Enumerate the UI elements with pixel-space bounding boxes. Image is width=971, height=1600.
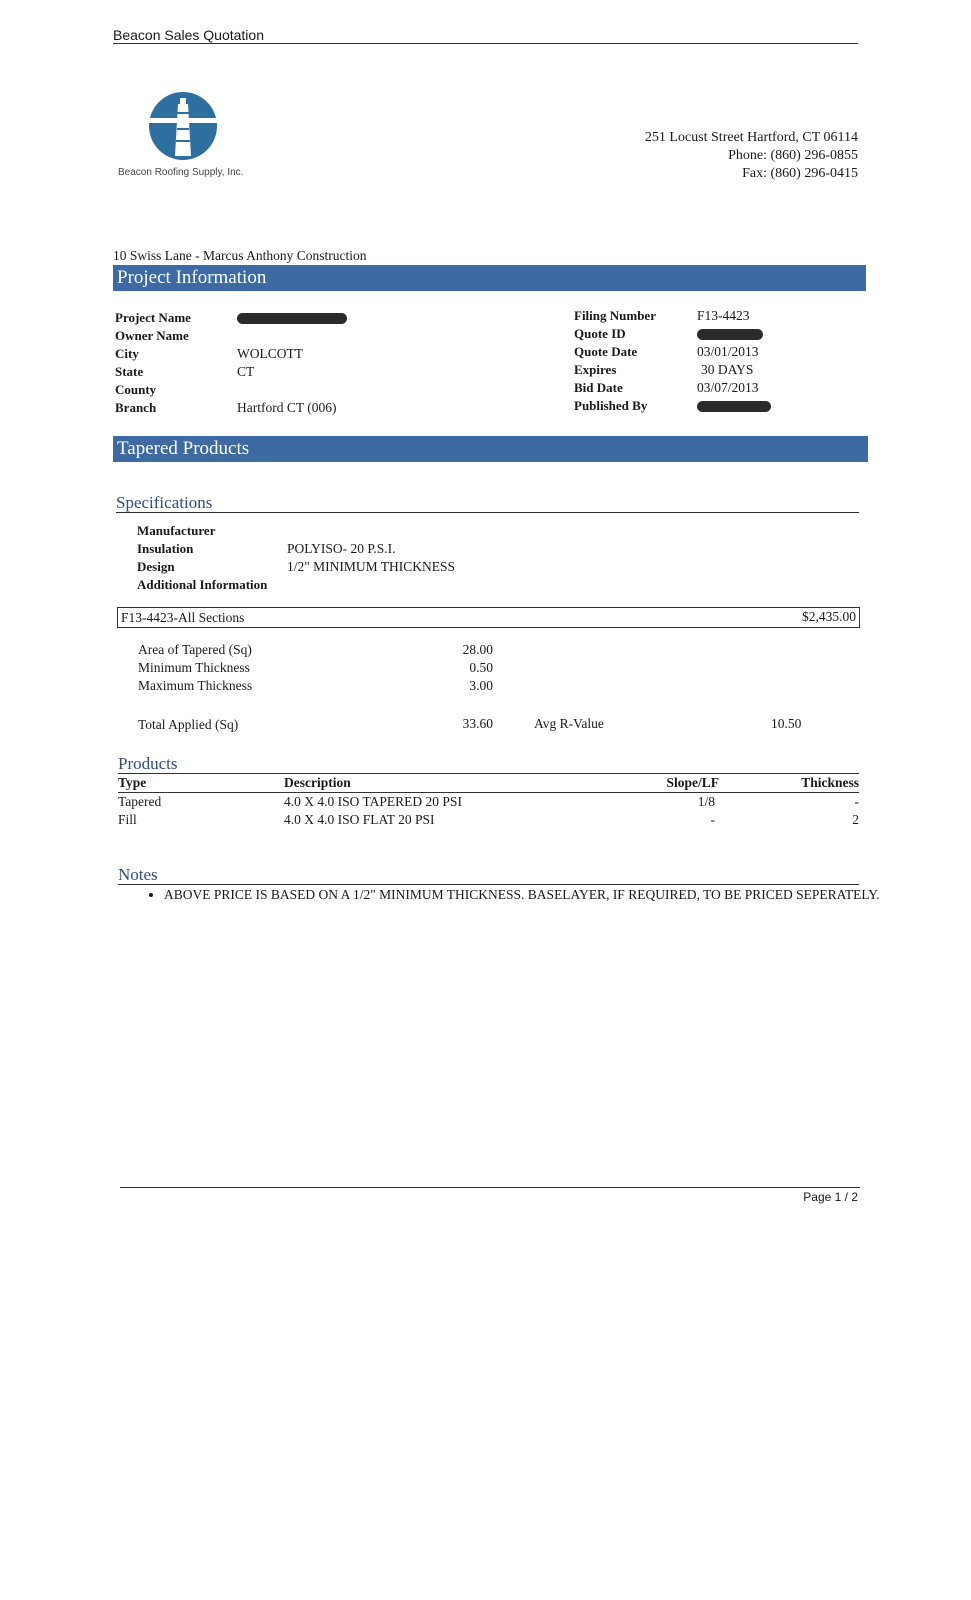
field-label: Filing Number: [574, 308, 656, 323]
spec-row: [137, 577, 455, 595]
measures-table: [138, 641, 493, 695]
spec-row: [137, 523, 455, 541]
notes-list: [124, 885, 899, 904]
products-title: Products: [118, 754, 178, 773]
product-description: 4.0 X 4.0 ISO FLAT 20 PSI: [284, 812, 435, 827]
state-value: CT: [237, 364, 255, 379]
field-label: Expires: [574, 362, 617, 377]
published-by-value: [697, 398, 771, 416]
project-info-header: Project Information: [113, 265, 866, 291]
branch-row: [115, 400, 347, 418]
expires-value: 30 DAYS: [701, 362, 754, 377]
project-name-row: [115, 310, 347, 328]
project-line: 10 Swiss Lane - Marcus Anthony Construction: [113, 248, 367, 263]
project-name-value: [237, 310, 347, 328]
measure-label: Minimum Thickness: [138, 660, 250, 675]
beacon-logo-icon: [147, 90, 219, 162]
field-label: Branch: [115, 400, 157, 415]
quote-date-value: 03/01/2013: [697, 344, 759, 359]
product-type: Fill: [118, 812, 137, 827]
section-price: $2,435.00: [802, 609, 856, 624]
measure-value: 28.00: [462, 642, 493, 657]
specifications-title: Specifications: [116, 493, 213, 512]
avg-r-value-label: Avg R-Value: [534, 716, 604, 731]
branch-value: Hartford CT (006): [237, 400, 337, 415]
county-row: [115, 382, 347, 400]
field-label: Published By: [574, 398, 648, 413]
field-value: [287, 523, 455, 541]
product-thickness: 2: [852, 812, 859, 827]
expires-row: [574, 362, 771, 380]
document-title: Beacon Sales Quotation: [113, 27, 264, 43]
product-type: Tapered: [118, 794, 162, 809]
field-label: Manufacturer: [137, 523, 216, 538]
city-value: WOLCOTT: [237, 346, 303, 361]
page-number: Page 1 / 2: [803, 1190, 858, 1204]
measure-row: [138, 641, 493, 659]
field-label: Insulation: [137, 541, 194, 556]
col-header-thickness: Thickness: [719, 774, 859, 793]
field-label: Project Name: [115, 310, 191, 325]
bid-date-value: 03/07/2013: [697, 380, 759, 395]
product-thickness: -: [854, 794, 859, 809]
quote-id-value: [697, 326, 771, 344]
measure-row: [138, 659, 493, 677]
measure-label: Area of Tapered (Sq): [138, 642, 252, 657]
total-applied-value: 33.60: [462, 716, 493, 731]
field-label: Quote Date: [574, 344, 638, 359]
company-address-block: [645, 129, 858, 183]
quote-date-row: [574, 344, 771, 362]
col-header-slope: Slope/LF: [639, 774, 719, 793]
tapered-products-header: Tapered Products: [113, 436, 868, 462]
logo-caption: Beacon Roofing Supply, Inc.: [118, 167, 244, 178]
owner-name-row: [115, 328, 347, 346]
measure-value: 3.00: [469, 678, 493, 693]
col-header-description: Description: [284, 774, 639, 793]
measure-row: [138, 677, 493, 695]
field-label: Quote ID: [574, 326, 626, 341]
field-label: Additional Information: [137, 577, 268, 592]
section-price-box: [117, 607, 860, 628]
table-row: [118, 811, 859, 829]
county-value: [237, 382, 347, 400]
measure-value: 0.50: [469, 660, 493, 675]
redacted-mark: [697, 329, 763, 340]
product-slope: -: [710, 812, 715, 827]
table-row: [118, 793, 859, 812]
measure-label: Maximum Thickness: [138, 678, 253, 693]
state-row: [115, 364, 347, 382]
field-label: State: [115, 364, 144, 379]
total-applied-label: Total Applied (Sq): [138, 717, 239, 732]
product-description: 4.0 X 4.0 ISO TAPERED 20 PSI: [284, 794, 462, 809]
quote-id-row: [574, 326, 771, 344]
field-value: POLYISO- 20 P.S.I.: [287, 541, 396, 556]
project-info-left: [115, 310, 347, 418]
field-value: [287, 577, 455, 595]
company-fax: Fax: (860) 296-0415: [742, 166, 858, 181]
section-label: F13-4423-All Sections: [121, 610, 245, 625]
field-label: County: [115, 382, 157, 397]
notes-title: Notes: [118, 865, 158, 884]
specifications-table: [137, 523, 455, 595]
field-label: Bid Date: [574, 380, 623, 395]
redacted-mark: [237, 313, 347, 324]
specifications-rule: [116, 512, 859, 513]
filing-number-row: [574, 308, 771, 326]
note-item: • ABOVE PRICE IS BASED ON A 1/2" MINIMUM THICKNESS. BASELAYER, IF REQUIRED, TO BE PRICED SEPERATELY.: [164, 885, 899, 904]
header-rule: [113, 43, 858, 44]
field-label: Design: [137, 559, 175, 574]
company-phone: Phone: (860) 296-0855: [728, 148, 858, 163]
avg-r-value: 10.50: [771, 716, 802, 731]
field-label: City: [115, 346, 139, 361]
spec-row: [137, 559, 455, 577]
filing-number-value: F13-4423: [697, 308, 750, 323]
published-by-row: [574, 398, 771, 416]
redacted-mark: [697, 401, 771, 412]
owner-name-value: [237, 328, 347, 346]
field-value: 1/2" MINIMUM THICKNESS: [287, 559, 456, 574]
company-address: 251 Locust Street Hartford, CT 06114: [644, 130, 858, 145]
col-header-type: Type: [118, 774, 284, 793]
spec-row: [137, 541, 455, 559]
project-info-right: [574, 308, 771, 416]
city-row: [115, 346, 347, 364]
bid-date-row: [574, 380, 771, 398]
field-label: Owner Name: [115, 328, 189, 343]
product-slope: 1/8: [697, 794, 715, 809]
products-table: [118, 774, 859, 829]
products-header-row: [118, 774, 859, 793]
footer-rule: [120, 1187, 860, 1188]
